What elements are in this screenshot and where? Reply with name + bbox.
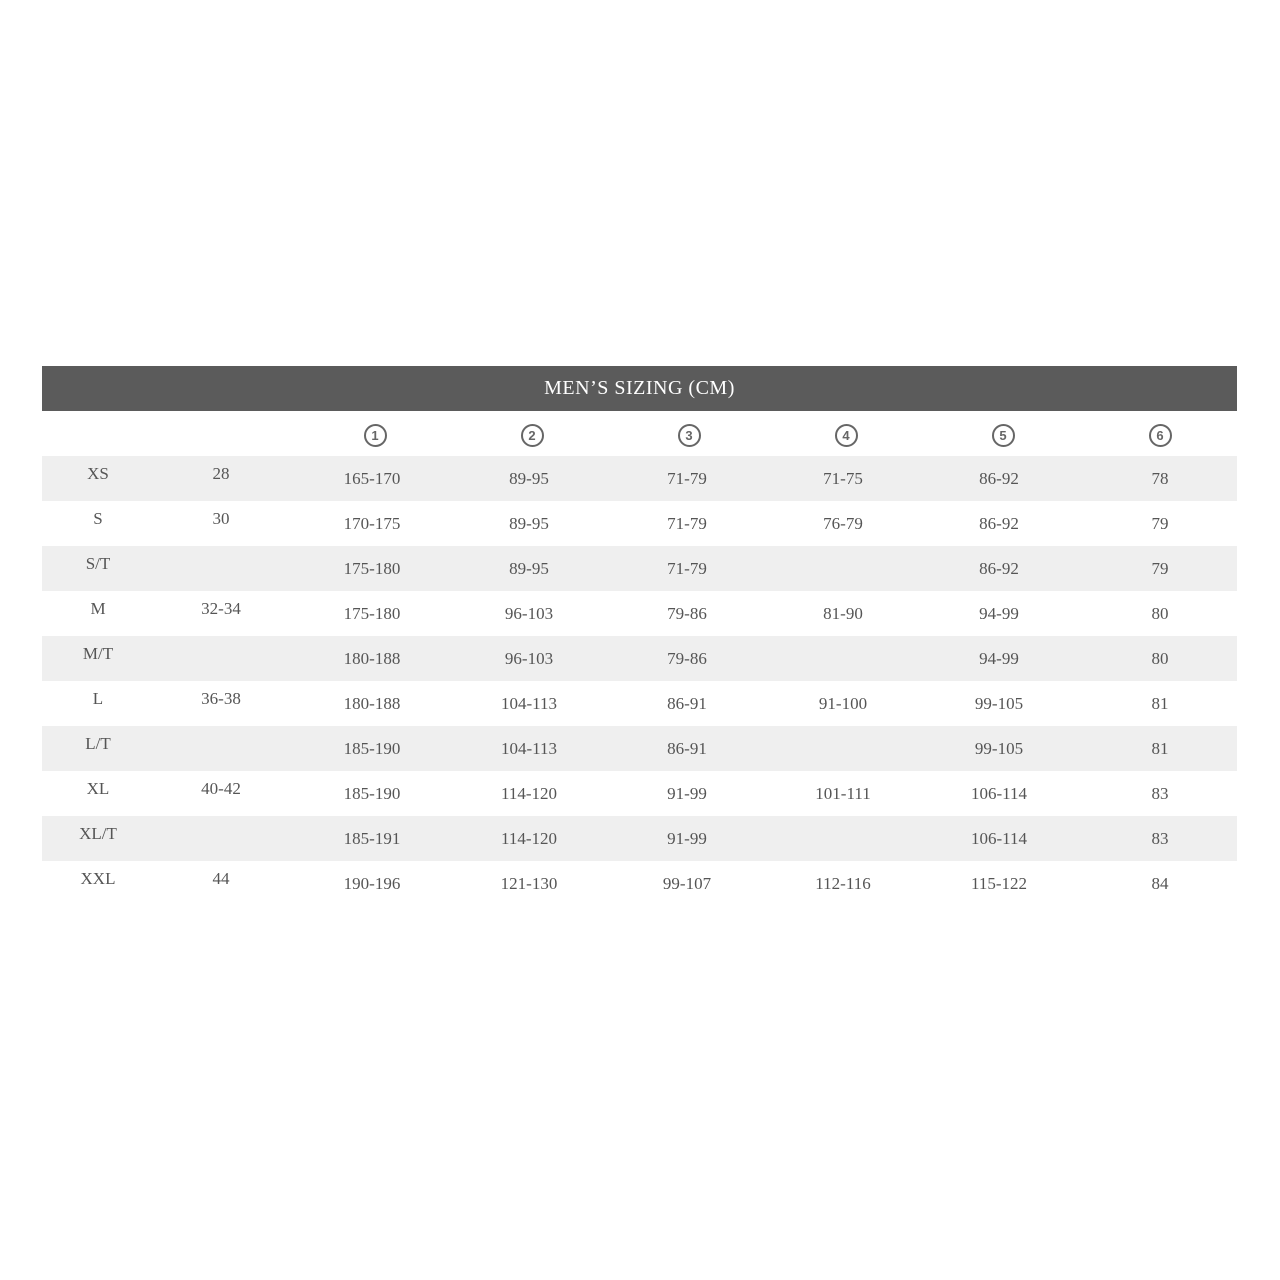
measure-6-icon: 6 [1149, 424, 1172, 447]
table-row [42, 636, 1237, 681]
measure-1-cell: 185-190 [343, 739, 401, 758]
measure-5-cell: 94-99 [979, 649, 1019, 668]
column-header-1 [320, 411, 430, 456]
measure-5-icon: 5 [992, 424, 1015, 447]
measure-5-cell: 106-114 [970, 829, 1028, 848]
measure-3-cell: 79-86 [667, 604, 707, 623]
measure-4-cell: 101-111 [815, 784, 871, 803]
measure-6-cell: 83 [1151, 829, 1169, 848]
size-cell: M [90, 599, 106, 618]
measure-4-cell: 112-116 [815, 874, 871, 893]
waist-cell: 36-38 [201, 689, 241, 708]
measure-3-cell: 86-91 [667, 739, 707, 758]
size-cell: L [92, 689, 104, 708]
column-header-row [42, 411, 1237, 456]
table-row [42, 681, 1237, 726]
measure-2-cell: 89-95 [509, 514, 549, 533]
measure-4-cell [788, 546, 898, 591]
measure-1-cell: 180-188 [343, 649, 401, 668]
size-cell: XL [86, 779, 110, 798]
measure-3-cell: 99-107 [662, 874, 712, 893]
measure-6-cell: 84 [1151, 874, 1169, 893]
measure-6-cell: 81 [1151, 694, 1169, 713]
measure-1-cell: 175-180 [343, 604, 401, 623]
measure-3-cell: 91-99 [667, 784, 707, 803]
table-row [42, 591, 1237, 636]
measure-2-cell: 104-113 [500, 739, 558, 758]
measure-6-cell: 79 [1151, 514, 1169, 533]
measure-6-cell: 79 [1151, 559, 1169, 578]
measure-3-cell: 71-79 [667, 469, 707, 488]
sizing-chart [42, 366, 1237, 906]
size-cell: L/T [85, 734, 111, 753]
waist-cell [166, 816, 276, 861]
measure-4-cell [788, 636, 898, 681]
size-cell: S [93, 509, 103, 528]
measure-2-cell: 89-95 [509, 469, 549, 488]
measure-3-cell: 79-86 [667, 649, 707, 668]
measure-6-cell: 80 [1151, 649, 1169, 668]
measure-3-cell: 86-91 [667, 694, 707, 713]
measure-6-cell: 81 [1151, 739, 1169, 758]
measure-6-cell: 83 [1151, 784, 1169, 803]
waist-cell [166, 546, 276, 591]
waist-cell: 28 [212, 464, 230, 483]
column-header-4 [791, 411, 901, 456]
table-row [42, 546, 1237, 591]
measure-4-cell [788, 726, 898, 771]
measure-5-cell: 106-114 [970, 784, 1028, 803]
measure-6-cell: 80 [1151, 604, 1169, 623]
measure-5-cell: 94-99 [979, 604, 1019, 623]
measure-4-icon: 4 [835, 424, 858, 447]
table-row [42, 861, 1237, 906]
measure-4-cell: 76-79 [823, 514, 863, 533]
measure-2-cell: 89-95 [509, 559, 549, 578]
waist-cell [166, 636, 276, 681]
measure-5-cell: 86-92 [979, 469, 1019, 488]
measure-5-cell: 99-105 [974, 739, 1024, 758]
measure-5-cell: 99-105 [974, 694, 1024, 713]
waist-cell: 30 [212, 509, 230, 528]
measure-5-cell: 115-122 [970, 874, 1028, 893]
measure-1-cell: 175-180 [343, 559, 401, 578]
measure-4-cell [788, 816, 898, 861]
size-cell: S/T [85, 554, 111, 573]
measure-1-cell: 170-175 [343, 514, 401, 533]
table-row [42, 456, 1237, 501]
waist-cell: 40-42 [201, 779, 241, 798]
measure-1-cell: 185-190 [343, 784, 401, 803]
measure-4-cell: 71-75 [823, 469, 863, 488]
measure-1-icon: 1 [364, 424, 387, 447]
measure-3-cell: 71-79 [667, 514, 707, 533]
column-header-2 [477, 411, 587, 456]
measure-3-cell: 71-79 [667, 559, 707, 578]
column-header-5 [948, 411, 1058, 456]
measure-2-cell: 121-130 [500, 874, 558, 893]
size-cell: M/T [82, 644, 114, 663]
measure-5-cell: 86-92 [979, 514, 1019, 533]
measure-2-cell: 96-103 [504, 649, 554, 668]
size-cell: XXL [80, 869, 116, 888]
measure-3-icon: 3 [678, 424, 701, 447]
measure-1-cell: 190-196 [343, 874, 401, 893]
column-header-3 [634, 411, 744, 456]
size-cell: XS [87, 464, 109, 483]
measure-1-cell: 180-188 [343, 694, 401, 713]
table-row [42, 501, 1237, 546]
measure-2-cell: 114-120 [500, 784, 558, 803]
measure-4-cell: 81-90 [823, 604, 863, 623]
table-row [42, 726, 1237, 771]
waist-cell [166, 726, 276, 771]
table-row [42, 771, 1237, 816]
measure-2-cell: 104-113 [500, 694, 558, 713]
measure-3-cell: 91-99 [667, 829, 707, 848]
waist-cell: 32-34 [201, 599, 241, 618]
measure-2-icon: 2 [521, 424, 544, 447]
column-header-6 [1105, 411, 1215, 456]
measure-6-cell: 78 [1151, 469, 1169, 488]
measure-5-cell: 86-92 [979, 559, 1019, 578]
measure-4-cell: 91-100 [818, 694, 868, 713]
table-row [42, 816, 1237, 861]
measure-2-cell: 96-103 [504, 604, 554, 623]
waist-cell: 44 [212, 869, 230, 888]
chart-title: MEN’S SIZING (CM) [42, 366, 1237, 411]
measure-1-cell: 185-191 [343, 829, 401, 848]
measure-1-cell: 165-170 [343, 469, 401, 488]
measure-2-cell: 114-120 [500, 829, 558, 848]
size-cell: XL/T [79, 824, 117, 843]
